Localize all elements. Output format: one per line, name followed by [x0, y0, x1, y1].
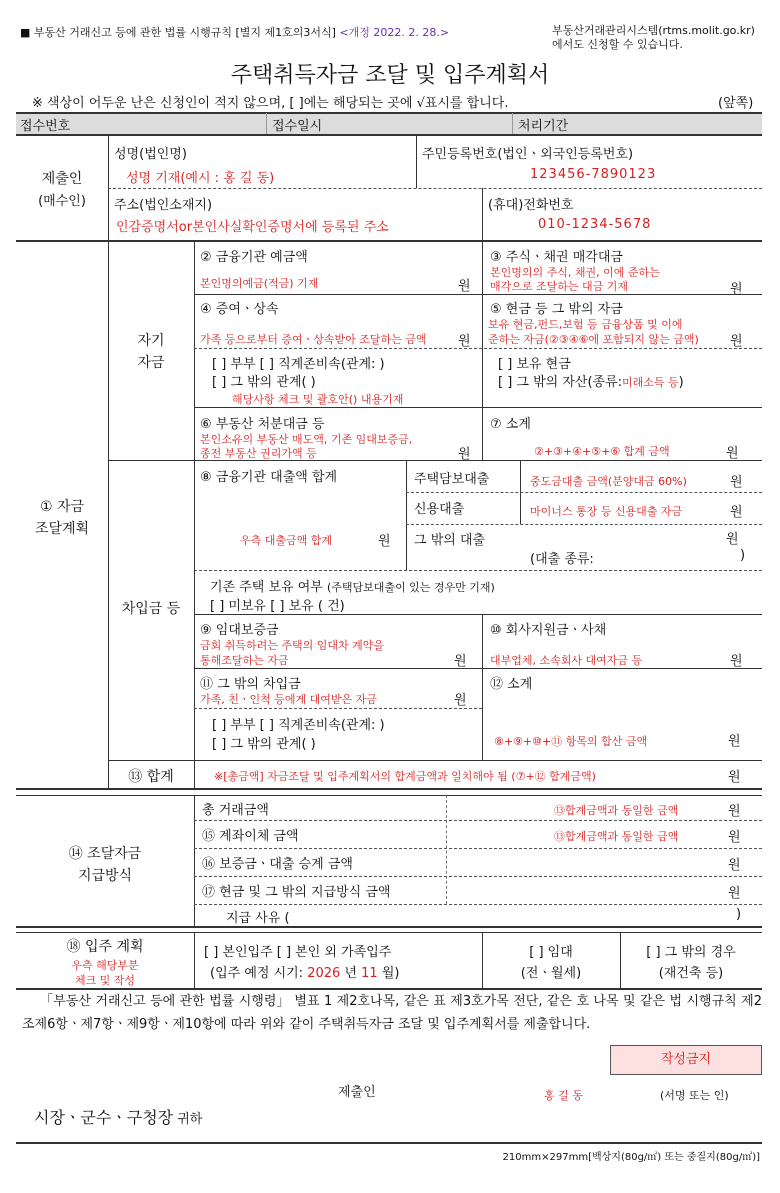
- lease-label: ⑨ 임대보증금: [200, 623, 279, 638]
- gift-won: 원: [458, 334, 471, 349]
- other-borrow-won: 원: [454, 693, 467, 708]
- lease-note-1[interactable]: 금회 취득하려는 주택의 임대차 계약을: [200, 639, 385, 652]
- total-note[interactable]: ※[총금액] 자금조달 및 입주계획서의 합계금액과 일치해야 됨 (⑦+⑫ 합계금액): [214, 770, 596, 783]
- loan-type[interactable]: (대출 종류:: [530, 552, 594, 567]
- other-loan-label: 그 밖의 대출: [414, 533, 486, 548]
- submitter-label: 제출인: [41, 171, 83, 187]
- move-in-label: ⑱ 입주 계획: [66, 939, 144, 955]
- gift-relation-2[interactable]: [ ] 그 밖의 관계( ): [212, 375, 316, 390]
- receipt-row: [16, 112, 762, 134]
- cash-note-2[interactable]: 준하는 자금(②③④⑥에 포함되지 않는 금액): [488, 333, 699, 346]
- move-in-option-2[interactable]: [ ] 임대: [529, 945, 573, 960]
- total-trade-won: 원: [728, 804, 741, 819]
- submitter-sub: (매수인): [38, 194, 86, 209]
- sign-seal[interactable]: (서명 또는 인): [660, 1089, 729, 1102]
- recipient: 시장ㆍ군수ㆍ구청장 귀하: [34, 1108, 203, 1127]
- stock-label: ③ 주식ㆍ채권 매각대금: [490, 250, 623, 265]
- stock-won: 원: [730, 282, 743, 297]
- lease-won: 원: [454, 654, 467, 669]
- move-in-option-1[interactable]: [ ] 본인입주 [ ] 본인 외 가족입주: [204, 945, 392, 960]
- stock-note-1[interactable]: 본인명의의 주식, 채권, 이에 준하는: [490, 266, 660, 279]
- move-in-note-2: 체크 및 작성: [74, 974, 136, 987]
- borrow-relation-1[interactable]: [ ] 부부 [ ] 직계존비속(관계: ): [212, 718, 385, 733]
- funding-label-2: 조달계획: [34, 521, 90, 537]
- total-won: 원: [728, 770, 741, 785]
- total-label: ⑬ 합계: [128, 769, 174, 785]
- other-borrow-note[interactable]: 가족, 친ㆍ인척 등에게 대여받은 자금: [200, 693, 377, 706]
- cash-note-1[interactable]: 보유 현금,펀드,보험 등 금융상품 및 이에: [488, 318, 683, 331]
- phone-label: (휴대)전화번호: [488, 198, 574, 213]
- realestate-won: 원: [458, 447, 471, 462]
- total-trade-note[interactable]: ⑬합계금액과 동일한 금액: [554, 804, 679, 817]
- own-fund-label: 자기: [137, 333, 165, 349]
- move-in-schedule[interactable]: (입주 예정 시기: 2026 년 11 월): [210, 966, 400, 981]
- move-in-option-2-sub: (전ㆍ월세): [520, 966, 582, 981]
- deposit-label: ② 금융기관 예금액: [200, 250, 308, 265]
- mortgage-won: 원: [730, 475, 743, 490]
- header-right: 부동산거래관리시스템(rtms.molit.go.kr)에서도 신청할 수 있습니다.: [552, 24, 755, 51]
- lease-note-2[interactable]: 통해조달하는 자금: [200, 654, 289, 667]
- reason-end: ): [736, 907, 742, 922]
- borrow-relation-2[interactable]: [ ] 그 밖의 관계( ): [212, 737, 316, 752]
- sign-label: 제출인: [338, 1085, 376, 1100]
- company-won: 원: [730, 654, 743, 669]
- realestate-label: ⑥ 부동산 처분대금 등: [200, 417, 325, 432]
- sign-name[interactable]: 홍 길 동: [544, 1089, 583, 1102]
- revision-note: <개정 2022. 2. 28.>: [339, 26, 450, 39]
- house-options[interactable]: [ ] 미보유 [ ] 보유 ( 건): [210, 599, 345, 614]
- loan-won: 원: [378, 534, 391, 549]
- footer: 210mm×297mm[백상지(80g/㎡) 또는 중질지(80g/㎡)]: [502, 1152, 760, 1163]
- move-in-note-1: 우측 해당부분: [71, 959, 139, 972]
- credit-note[interactable]: 마이너스 통장 등 신용대출 자금: [530, 505, 683, 518]
- gift-relation-1[interactable]: [ ] 부부 [ ] 직계존비속(관계: ): [212, 357, 385, 372]
- assume-won: 원: [728, 858, 741, 873]
- mortgage-note[interactable]: 중도금대출 금액(분양대금 60%): [530, 475, 687, 488]
- date-box: 작성금지: [610, 1045, 762, 1075]
- subtotal2-note[interactable]: ⑧+⑨+⑩+⑪ 항목의 합산 금액: [494, 735, 648, 748]
- cash-option-2[interactable]: [ ] 그 밖의 자산(종류:미래소득 등): [498, 375, 684, 390]
- cash-won: 원: [730, 334, 743, 349]
- loan-note[interactable]: 우측 대출금액 합계: [240, 534, 333, 547]
- address-label: 주소(법인소재지): [114, 198, 213, 213]
- id-value[interactable]: 123456-7890123: [530, 167, 657, 182]
- deposit-won: 원: [458, 279, 471, 294]
- phone-value[interactable]: 010-1234-5678: [538, 217, 652, 232]
- cash-pay-won: 원: [728, 886, 741, 901]
- stock-note-2[interactable]: 매각으로 조달하는 대금 기재: [490, 280, 629, 293]
- cash-option-1[interactable]: [ ] 보유 현금: [498, 357, 571, 372]
- front-label: (앞쪽): [718, 96, 754, 111]
- cash-label: ⑤ 현금 등 그 밖의 자금: [490, 302, 623, 317]
- subtotal2-won: 원: [728, 734, 741, 749]
- deposit-note[interactable]: 본인명의예금(적금) 기재: [200, 277, 319, 290]
- funding-label: ① 자금: [39, 499, 85, 515]
- transfer-note[interactable]: ⑬합계금액과 동일한 금액: [554, 830, 679, 843]
- company-note[interactable]: 대부업체, 소속회사 대여자금 등: [490, 654, 643, 667]
- page-title: 주택취득자금 조달 및 입주계획서: [230, 63, 550, 88]
- loan-label: ⑧ 금융기관 대출액 합계: [200, 470, 338, 485]
- name-label: 성명(법인명): [114, 147, 187, 162]
- receipt-date: 접수일시: [272, 119, 323, 134]
- gift-label: ④ 증여ㆍ상속: [200, 302, 279, 317]
- other-borrow-label: ⑪ 그 밖의 차입금: [200, 677, 301, 692]
- loan-type-end: ): [740, 548, 746, 563]
- credit-won: 원: [730, 505, 743, 520]
- total-trade-label: 총 거래금액: [202, 803, 269, 818]
- transfer-won: 원: [728, 830, 741, 845]
- payment-label: ⑭ 조달자금: [68, 846, 142, 862]
- assume-label: ⑯ 보증금ㆍ대출 승계 금액: [202, 857, 353, 872]
- address-value[interactable]: 인감증명서or본인사실확인증명서에 등록된 주소: [116, 220, 389, 235]
- house-question: 기존 주택 보유 여부 (주택담보대출이 있는 경우만 기재): [210, 580, 495, 595]
- move-in-option-3[interactable]: [ ] 그 밖의 경우: [646, 945, 736, 960]
- reason-label[interactable]: 지급 사유 (: [226, 911, 290, 926]
- id-label: 주민등록번호(법인ㆍ외국인등록번호): [422, 147, 634, 162]
- statement: 「부동산 거래신고 등에 관한 법률 시행령」 별표 1 제2호나목, 같은 표 제3호가목 전단, 같은 호 나목 및 같은 법 시행규칙 제2조제6항ㆍ제7항ㆍ제9항ㆍ제10항에 따라 위와 같이 주택취득자금 조달 및 입주계획서를 제출합니다.: [22, 994, 762, 1032]
- processing-period: 처리기간: [518, 119, 569, 134]
- borrow-label: 차입금 등: [121, 601, 181, 617]
- company-label: ⑩ 회사지원금ㆍ사채: [490, 623, 607, 638]
- payment-label-2: 지급방식: [77, 868, 133, 884]
- header-left: ■ 부동산 거래신고 등에 관한 법률 시행규칙 [별지 제1호의3서식] <개정 2022. 2. 28.>: [20, 26, 450, 39]
- mortgage-label: 주택담보대출: [414, 472, 490, 487]
- realestate-note-2[interactable]: 종전 부동산 권리가액 등: [200, 447, 317, 460]
- cash-pay-label: ⑰ 현금 및 그 밖의 지급방식 금액: [202, 885, 391, 900]
- subtotal-label: ⑦ 소계: [490, 417, 531, 432]
- subtotal-won: 원: [726, 446, 739, 461]
- move-in-option-3-sub: (재건축 등): [658, 966, 724, 981]
- gift-note[interactable]: 가족 등으로부터 증여ㆍ상속받아 조달하는 금액: [200, 333, 427, 346]
- other-loan-won: 원: [726, 532, 739, 547]
- receipt-number: 접수번호: [20, 119, 71, 134]
- transfer-label: ⑮ 계좌이체 금액: [202, 829, 299, 844]
- subtotal-note[interactable]: ②+③+④+⑤+⑥ 합계 금액: [534, 445, 670, 458]
- name-value[interactable]: 성명 기재(예시 : 홍 길 동): [126, 171, 275, 186]
- notice: ※ 색상이 어두운 난은 신청인이 적지 않으며, [ ]에는 해당되는 곳에 √표시를 합니다.: [32, 96, 509, 111]
- gift-relation-note: 해당사항 체크 및 괄호안() 내용기재: [232, 393, 404, 406]
- own-fund-label-2: 자금: [137, 355, 165, 371]
- credit-label: 신용대출: [414, 502, 465, 517]
- subtotal2-label: ⑫ 소계: [490, 677, 533, 692]
- realestate-note-1[interactable]: 본인소유의 부동산 매도액, 기존 임대보증금,: [200, 433, 413, 446]
